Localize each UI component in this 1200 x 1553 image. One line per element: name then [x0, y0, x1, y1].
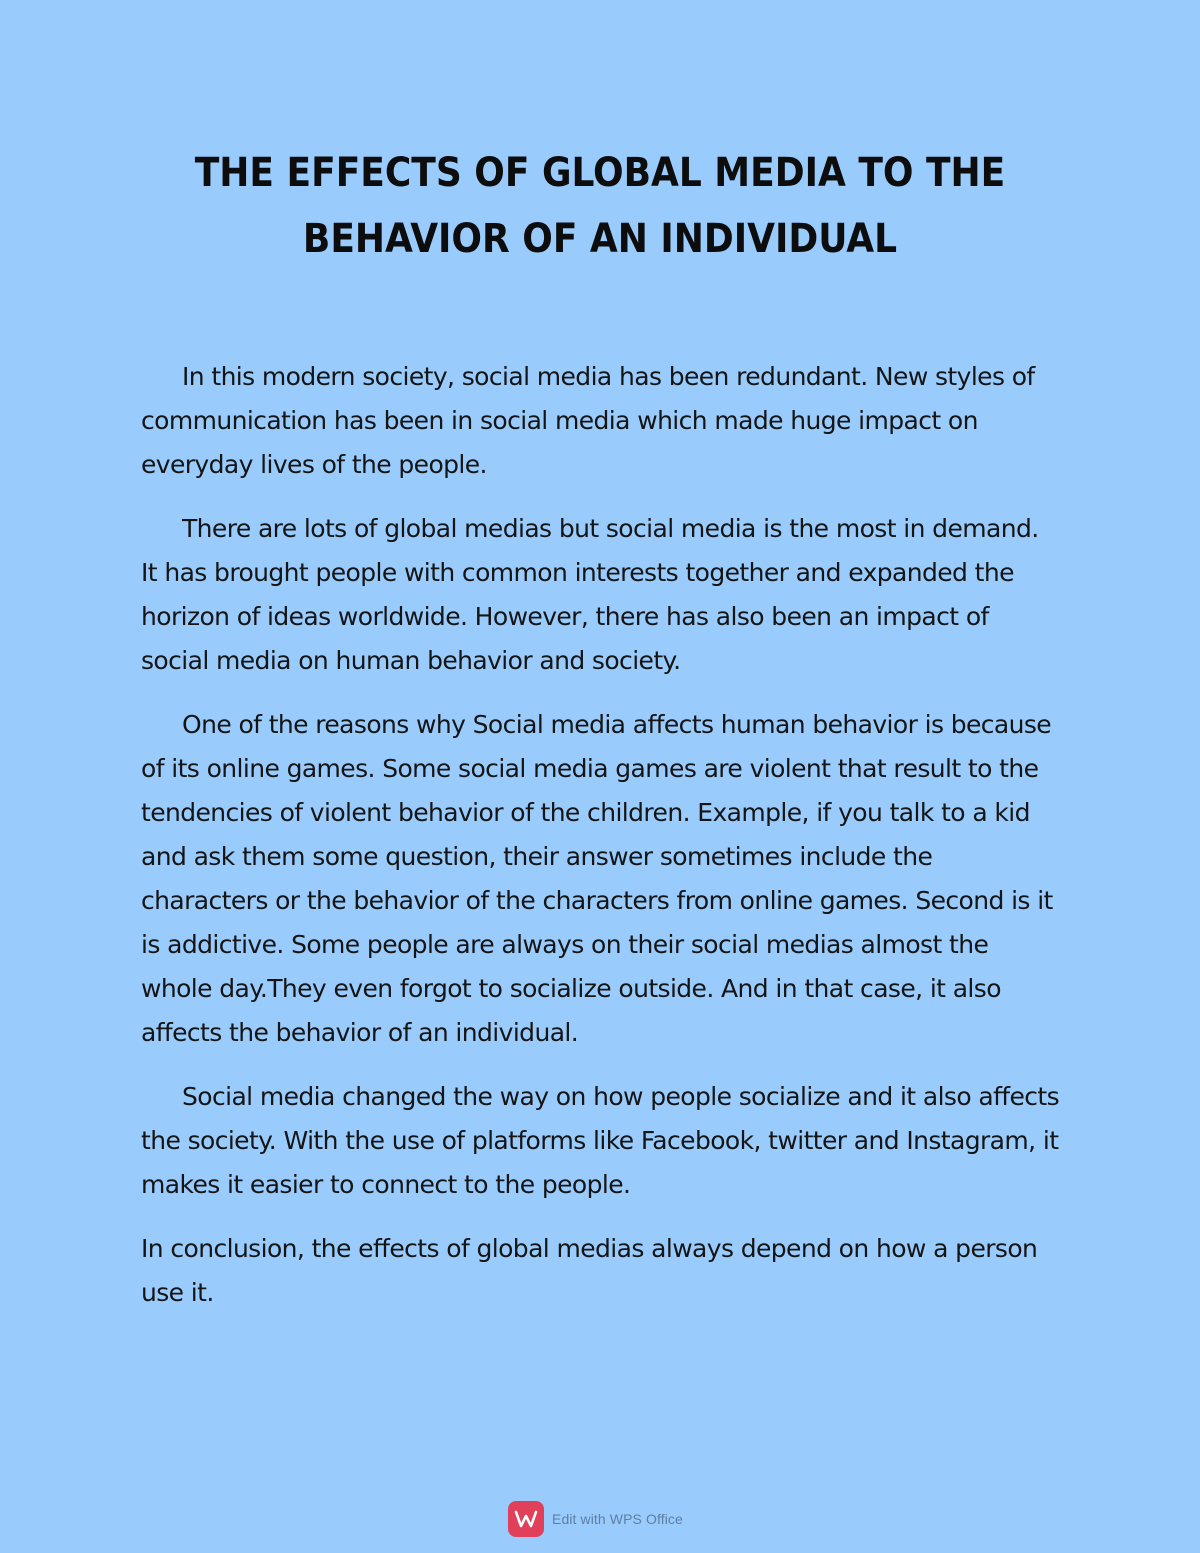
edit-with-wps-label: Edit with WPS Office [552, 1511, 683, 1527]
paragraph-socialize: Social media changed the way on how people socialize and it also affects the society. With the use of platforms like Facebook, twitter and Instagram, it makes it easier to connect to the people. [141, 1082, 1060, 1199]
wps-office-logo-icon [508, 1501, 544, 1537]
paragraph-global-medias: There are lots of global medias but social media is the most in demand. It has brought people with common interests together and expanded the horizon of ideas worldwide. However, there has also been an impact of social media on human behavior and society. [141, 514, 1039, 675]
paragraph-online-games: One of the reasons why Social media affects human behavior is because of its online games. Some social media games are violent that result to the tendencies of violent behavior of the children. Example, if you talk to a kid and ask them some question, their answer sometimes include the characters or the behavior of the characters from online games. Second is it is addictive. Some people are always on their social medias almost the whole day.They even forgot to socialize outside. And in that case, it also affects the behavior of an individual. [141, 710, 1053, 1047]
paragraph-conclusion: In conclusion, the effects of global medias always depend on how a person use it. [141, 1234, 1038, 1307]
title-line-2: BEHAVIOR OF AN INDIVIDUAL [302, 216, 898, 262]
title-line-1: THE EFFECTS OF GLOBAL MEDIA TO THE [194, 150, 1006, 196]
wps-edit-footer[interactable] [508, 1500, 683, 1538]
document-title [150, 140, 1050, 272]
document-body [141, 355, 1061, 1335]
paragraph-intro: In this modern society, social media has been redundant. New styles of communication has been in social media which made huge impact on everyday lives of the people. [141, 362, 1035, 479]
